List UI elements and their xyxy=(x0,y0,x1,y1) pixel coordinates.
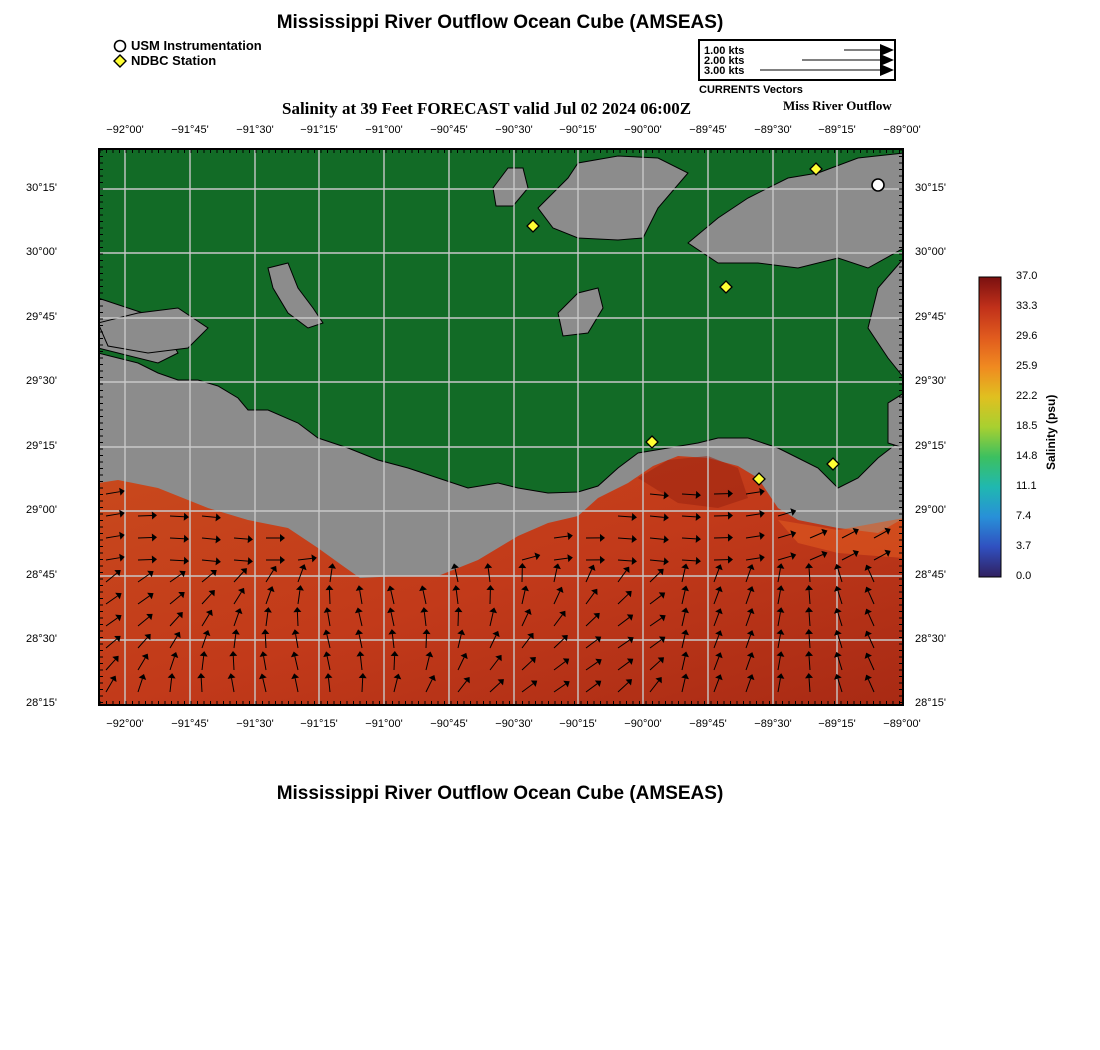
second-map-title: Mississippi River Outflow Ocean Cube (AMSEAS) xyxy=(276,783,724,804)
region-label: Miss River Outflow xyxy=(783,98,892,113)
currents-arrows-icon xyxy=(700,41,894,79)
lon-tick-label: −89°00' xyxy=(883,718,921,730)
lat-tick-label: 30°15' xyxy=(915,182,946,194)
colorbar-tick-label: 3.7 xyxy=(1016,540,1032,552)
currents-label: CURRENTS Vectors xyxy=(699,84,803,96)
lat-tick-label: 28°45' xyxy=(26,569,57,581)
lon-tick-label: −89°15' xyxy=(818,124,856,136)
legend-ndbc xyxy=(113,53,216,68)
lat-tick-label: 29°45' xyxy=(26,311,57,323)
lat-tick-label: 30°00' xyxy=(915,246,946,258)
colorbar-tick-label: 37.0 xyxy=(1016,270,1038,282)
lat-tick-label: 29°30' xyxy=(915,375,946,387)
colorbar xyxy=(978,276,1004,578)
currents-row-3: 3.00 kts xyxy=(704,65,745,77)
lon-tick-label: −90°45' xyxy=(430,124,468,136)
map-subtitle: Salinity at 39 Feet FORECAST valid Jul 02 2024 06:00Z xyxy=(282,99,692,118)
lat-tick-label: 28°30' xyxy=(915,633,946,645)
lon-tick-label: −91°00' xyxy=(365,718,403,730)
lon-tick-label: −91°15' xyxy=(300,124,338,136)
lat-tick-label: 28°30' xyxy=(26,633,57,645)
lon-tick-label: −91°30' xyxy=(236,718,274,730)
colorbar-tick-label: 29.6 xyxy=(1016,330,1038,342)
lon-tick-label: −91°30' xyxy=(236,124,274,136)
colorbar-tick-label: 11.1 xyxy=(1016,480,1037,492)
lon-tick-label: −90°15' xyxy=(559,718,597,730)
lat-tick-label: 29°15' xyxy=(915,440,946,452)
lat-tick-label: 29°00' xyxy=(915,504,946,516)
lat-tick-label: 29°45' xyxy=(915,311,946,323)
currents-row-1: 1.00 kts xyxy=(704,45,745,57)
colorbar-tick-label: 0.0 xyxy=(1016,570,1032,582)
lat-tick-label: 29°15' xyxy=(26,440,57,452)
usm-marker-icon xyxy=(113,39,127,53)
lon-tick-label: −90°30' xyxy=(495,718,533,730)
legend-usm xyxy=(113,38,262,53)
usm-station[interactable] xyxy=(872,179,884,191)
legend-usm-label: USM Instrumentation xyxy=(131,38,262,53)
lat-tick-label: 29°30' xyxy=(26,375,57,387)
lon-tick-label: −90°45' xyxy=(430,718,468,730)
lat-tick-label: 28°15' xyxy=(26,697,57,709)
legend-ndbc-label: NDBC Station xyxy=(131,53,217,68)
currents-legend xyxy=(698,39,896,81)
lon-tick-label: −91°15' xyxy=(300,718,338,730)
colorbar-tick-label: 25.9 xyxy=(1016,360,1038,372)
lon-tick-label: −91°45' xyxy=(171,124,209,136)
lat-tick-label: 28°45' xyxy=(915,569,946,581)
colorbar-title: Salinity (psu) xyxy=(1044,394,1058,470)
lon-tick-label: −89°30' xyxy=(754,718,792,730)
lon-tick-label: −90°30' xyxy=(495,124,533,136)
salinity-map xyxy=(98,148,904,706)
lon-tick-label: −90°00' xyxy=(624,124,662,136)
lon-tick-label: −89°00' xyxy=(883,124,921,136)
colorbar-tick-label: 7.4 xyxy=(1016,510,1032,522)
east-bay xyxy=(888,393,904,448)
colorbar-tick-label: 18.5 xyxy=(1016,420,1038,432)
lon-tick-label: −92°00' xyxy=(106,124,144,136)
lon-tick-label: −91°00' xyxy=(365,124,403,136)
lon-tick-label: −91°45' xyxy=(171,718,209,730)
lon-tick-label: −89°15' xyxy=(818,718,856,730)
colorbar-tick-label: 33.3 xyxy=(1016,300,1038,312)
lon-tick-label: −89°30' xyxy=(754,124,792,136)
lat-tick-label: 29°00' xyxy=(26,504,57,516)
ndbc-marker-icon xyxy=(113,54,127,68)
lat-tick-label: 30°00' xyxy=(26,246,57,258)
colorbar-tick-label: 14.8 xyxy=(1016,450,1038,462)
lon-tick-label: −89°45' xyxy=(689,124,727,136)
lon-tick-label: −89°45' xyxy=(689,718,727,730)
lat-tick-label: 28°15' xyxy=(915,697,946,709)
lon-tick-label: −90°15' xyxy=(559,124,597,136)
colorbar-tick-label: 22.2 xyxy=(1016,390,1038,402)
currents-row-2: 2.00 kts xyxy=(704,55,745,67)
lat-tick-label: 30°15' xyxy=(26,182,57,194)
map-title: Mississippi River Outflow Ocean Cube (AMSEAS) xyxy=(276,12,724,33)
lon-tick-label: −90°00' xyxy=(624,718,662,730)
lon-tick-label: −92°00' xyxy=(106,718,144,730)
